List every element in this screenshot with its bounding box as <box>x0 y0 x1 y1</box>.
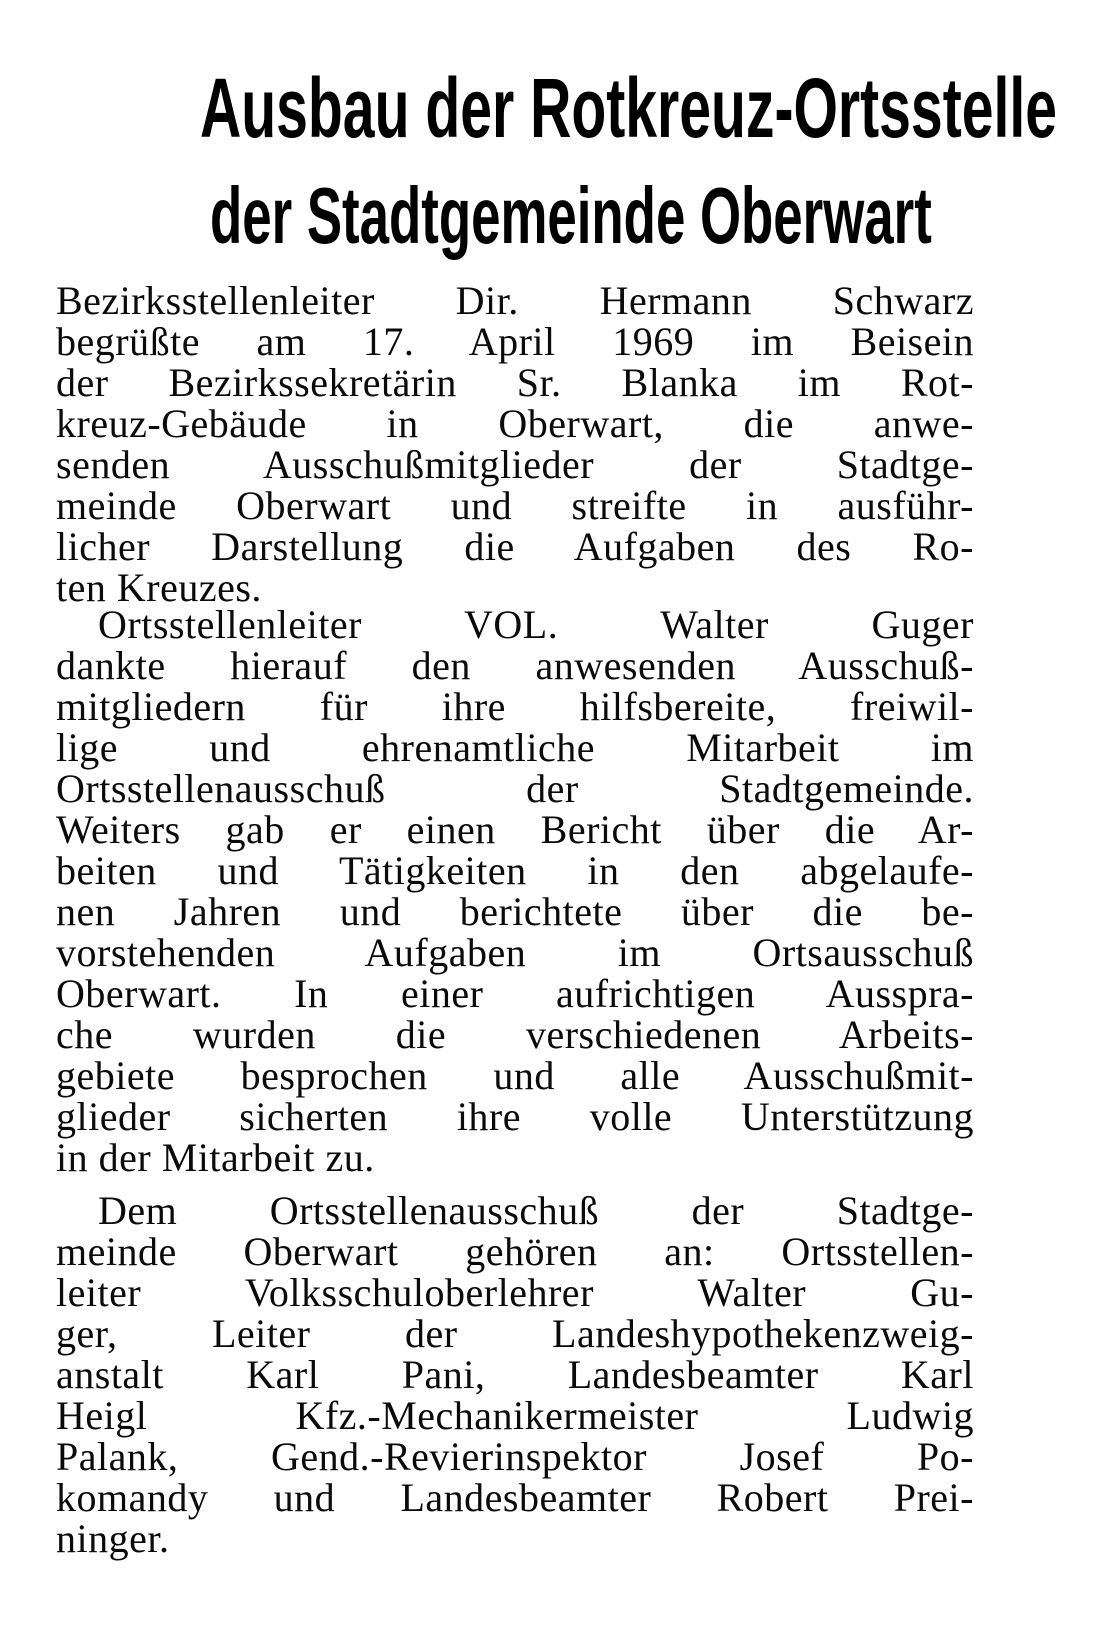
text-line: ninger. <box>56 1516 170 1561</box>
text-line: Ortsstellenausschuß der Stadtgemeinde. <box>56 766 974 811</box>
text-line: beiten und Tätigkeiten in den abgelaufe- <box>56 848 974 893</box>
text-line: Oberwart. In einer aufrichtigen Ausspra- <box>56 971 974 1016</box>
paragraph-1 <box>56 280 974 608</box>
text-line: begrüßte am 17. April 1969 im Beisein <box>56 319 974 364</box>
text-line: leiter Volksschuloberlehrer Walter Gu- <box>56 1270 974 1315</box>
text-line: Weiters gab er einen Bericht über die Ar- <box>56 807 974 852</box>
text-line: Palank, Gend.-Revierinspektor Josef Po- <box>56 1434 974 1479</box>
text-line: lige und ehrenamtliche Mitarbeit im <box>56 725 974 770</box>
text-line: ten Kreuzes. <box>56 565 262 610</box>
text-line: licher Darstellung die Aufgaben des Ro- <box>56 524 974 569</box>
headline-text-1: Ausbau der Rotkreuz-Ortsstelle <box>200 61 1058 155</box>
text-line: kreuz-Gebäude in Oberwart, die anwe- <box>56 401 974 446</box>
text-line: ger, Leiter der Landeshypothekenzweig- <box>56 1311 974 1356</box>
text-line: der Bezirkssekretärin Sr. Blanka im Rot- <box>56 360 974 405</box>
text-line: Ortsstellenleiter VOL. Walter Guger <box>98 602 974 647</box>
text-line: nen Jahren und berichtete über die be- <box>56 889 974 934</box>
text-line: dankte hierauf den anwesenden Ausschuß- <box>56 643 974 688</box>
text-line: gebiete besprochen und alle Ausschußmit- <box>56 1053 974 1098</box>
text-line: meinde Oberwart und streifte in ausführ- <box>56 483 974 528</box>
text-line: Dem Ortsstellenausschuß der Stadtge- <box>98 1188 974 1233</box>
paragraph-2 <box>56 604 974 1178</box>
text-line: vorstehenden Aufgaben im Ortsausschuß <box>56 930 974 975</box>
text-line: che wurden die verschiedenen Arbeits- <box>56 1012 974 1057</box>
headline-text-2: der Stadtgemeinde Oberwart <box>210 171 932 260</box>
headline-line-1 <box>40 58 1058 158</box>
text-line: meinde Oberwart gehören an: Ortsstellen- <box>56 1229 974 1274</box>
text-line: mitgliedern für ihre hilfsbereite, freiwil- <box>56 684 974 729</box>
text-line: komandy und Landesbeamter Robert Prei- <box>56 1475 974 1520</box>
text-line: Heigl Kfz.-Mechanikermeister Ludwig <box>56 1393 974 1438</box>
text-line: glieder sicherten ihre volle Unterstützung <box>56 1094 974 1139</box>
paragraph-3 <box>56 1190 974 1559</box>
text-line: anstalt Karl Pani, Landesbeamter Karl <box>56 1352 974 1397</box>
text-line: Bezirksstellenleiter Dir. Hermann Schwarz <box>56 278 974 323</box>
text-line: senden Ausschußmitglieder der Stadtge- <box>56 442 974 487</box>
headline-line-2 <box>40 168 1040 264</box>
text-line: in der Mitarbeit zu. <box>56 1135 375 1180</box>
